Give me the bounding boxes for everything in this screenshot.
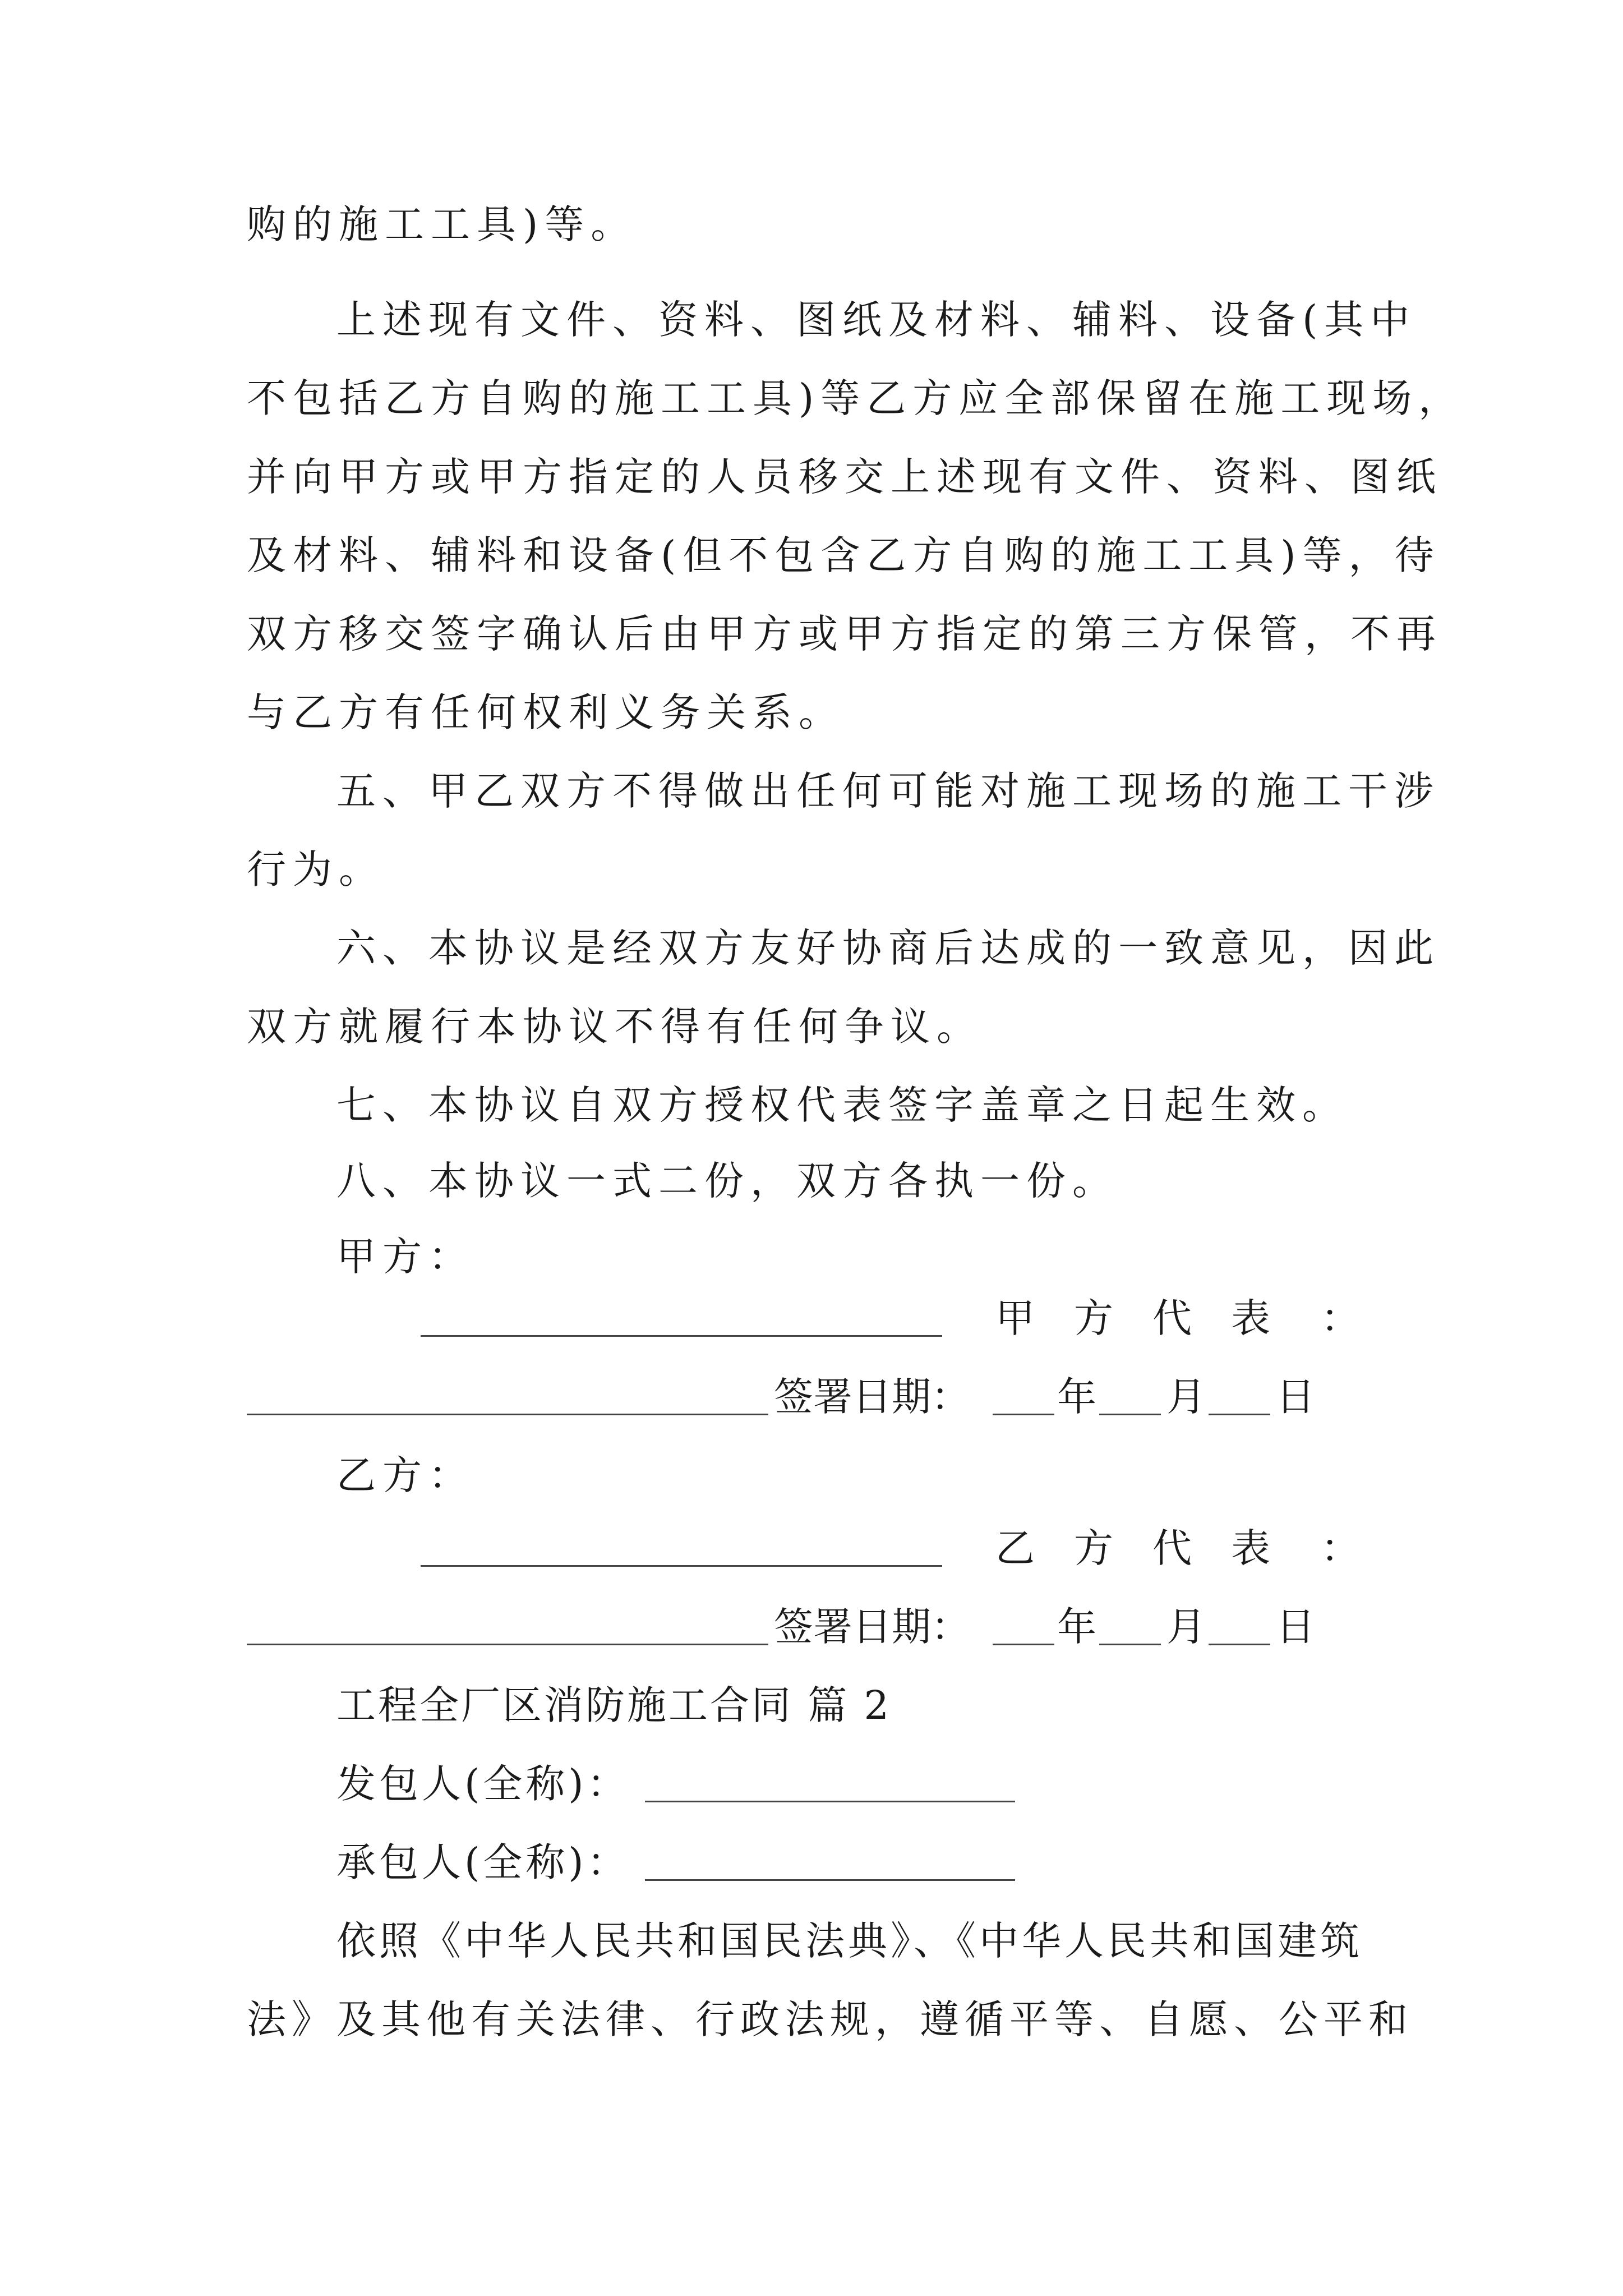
party-a-rep-blank xyxy=(247,1414,768,1415)
party-b-name-blank xyxy=(421,1565,942,1567)
paragraph-line: 购的施工工具)等。 xyxy=(247,201,637,247)
contractor-label: 承包人(全称)： xyxy=(336,1839,630,1885)
month-label: 月 xyxy=(1166,1374,1206,1420)
party-b-label: 乙方： xyxy=(336,1452,474,1498)
day-blank xyxy=(1209,1414,1270,1415)
year-blank xyxy=(993,1644,1054,1645)
section-title: 工程全厂区消防施工合同 篇 2 xyxy=(336,1682,892,1728)
party-b-sign-date: 签署日期： xyxy=(774,1604,970,1650)
year-label: 年 xyxy=(1057,1374,1096,1420)
day-blank xyxy=(1209,1644,1270,1645)
employer-blank xyxy=(645,1801,1015,1802)
paragraph-line: 双方移交签字确认后由甲方或甲方指定的第三方保管，不再 xyxy=(247,611,1442,657)
employer-label: 发包人(全称)： xyxy=(336,1761,630,1807)
year-blank xyxy=(993,1414,1054,1415)
party-b-rep-label: 乙 方 代 表 ： xyxy=(995,1525,1360,1571)
party-a-name-blank xyxy=(421,1335,942,1337)
day-label: 日 xyxy=(1276,1374,1315,1420)
paragraph-line: 上述现有文件、资料、图纸及材料、辅料、设备(其中 xyxy=(336,297,1417,343)
clause-5: 五、甲乙双方不得做出任何可能对施工现场的施工干涉 xyxy=(336,768,1440,814)
paragraph-line: 双方就履行本协议不得有任何争议。 xyxy=(247,1004,983,1050)
paragraph-line: 不包括乙方自购的施工工具)等乙方应全部保留在施工现场， xyxy=(247,375,1465,421)
clause-7: 七、本协议自双方授权代表签字盖章之日起生效。 xyxy=(336,1082,1348,1128)
party-b-rep-blank xyxy=(247,1644,768,1645)
paragraph-line: 依照《中华人民共和国民法典》、《中华人民共和国建筑 xyxy=(336,1918,1363,1964)
clause-6: 六、本协议是经双方友好协商后达成的一致意见，因此 xyxy=(336,925,1440,971)
paragraph-line: 及材料、辅料和设备(但不包含乙方自购的施工工具)等，待 xyxy=(247,532,1441,578)
paragraph-line: 法》及其他有关法律、行政法规，遵循平等、自愿、公平和 xyxy=(247,1996,1413,2042)
party-a-rep-label: 甲 方 代 表 ： xyxy=(995,1295,1360,1341)
party-a-sign-date: 签署日期： xyxy=(774,1374,970,1420)
paragraph-line: 行为。 xyxy=(247,846,385,892)
party-a-label: 甲方： xyxy=(336,1234,474,1280)
clause-8: 八、本协议一式二份，双方各执一份。 xyxy=(336,1158,1118,1204)
month-label: 月 xyxy=(1166,1604,1206,1650)
paragraph-line: 并向甲方或甲方指定的人员移交上述现有文件、资料、图纸 xyxy=(247,454,1442,500)
contractor-blank xyxy=(645,1879,1015,1881)
paragraph-line: 与乙方有任何权利义务关系。 xyxy=(247,689,845,735)
day-label: 日 xyxy=(1276,1604,1315,1650)
month-blank xyxy=(1099,1414,1161,1415)
month-blank xyxy=(1099,1644,1161,1645)
year-label: 年 xyxy=(1057,1604,1096,1650)
